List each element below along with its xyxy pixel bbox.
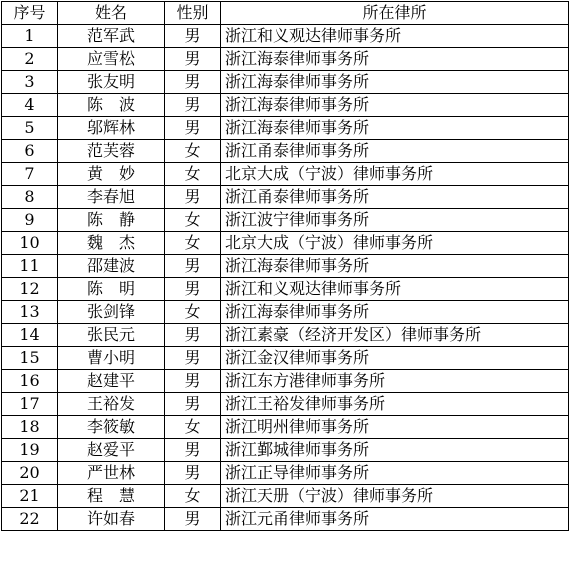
cell-no: 4 [2,94,58,117]
cell-firm: 浙江和义观达律师事务所 [221,25,569,48]
cell-no: 6 [2,140,58,163]
cell-name: 赵建平 [58,370,165,393]
cell-name: 张民元 [58,324,165,347]
table-body [2,25,569,531]
cell-sex: 女 [165,140,221,163]
cell-firm: 浙江海泰律师事务所 [221,301,569,324]
table-row [2,324,569,347]
cell-name: 范芙蓉 [58,140,165,163]
cell-name: 魏 杰 [58,232,165,255]
table-row [2,508,569,531]
cell-no: 22 [2,508,58,531]
table-row [2,301,569,324]
table-row [2,25,569,48]
cell-no: 13 [2,301,58,324]
table-header [2,2,569,25]
cell-firm: 浙江素豪（经济开发区）律师事务所 [221,324,569,347]
table-row [2,485,569,508]
cell-sex: 男 [165,370,221,393]
cell-sex: 男 [165,186,221,209]
cell-name: 黄 妙 [58,163,165,186]
cell-name: 范军武 [58,25,165,48]
cell-name: 李春旭 [58,186,165,209]
cell-firm: 浙江金汉律师事务所 [221,347,569,370]
table-row [2,71,569,94]
cell-sex: 女 [165,485,221,508]
cell-firm: 浙江王裕发律师事务所 [221,393,569,416]
table-row [2,48,569,71]
table-row [2,370,569,393]
cell-no: 20 [2,462,58,485]
cell-name: 陈 静 [58,209,165,232]
cell-firm: 浙江甬泰律师事务所 [221,140,569,163]
cell-sex: 女 [165,232,221,255]
header-row [2,2,569,25]
cell-firm: 浙江海泰律师事务所 [221,71,569,94]
table-row [2,186,569,209]
table-row [2,347,569,370]
cell-sex: 男 [165,393,221,416]
cell-sex: 女 [165,416,221,439]
table-row [2,140,569,163]
cell-sex: 男 [165,48,221,71]
cell-name: 应雪松 [58,48,165,71]
table-row [2,163,569,186]
cell-sex: 男 [165,324,221,347]
cell-firm: 浙江和义观达律师事务所 [221,278,569,301]
cell-firm: 北京大成（宁波）律师事务所 [221,232,569,255]
cell-no: 16 [2,370,58,393]
cell-name: 邵建波 [58,255,165,278]
table-row [2,117,569,140]
table-row [2,462,569,485]
cell-name: 李筱敏 [58,416,165,439]
cell-name: 严世林 [58,462,165,485]
cell-no: 7 [2,163,58,186]
table-row [2,439,569,462]
table-row [2,278,569,301]
cell-no: 1 [2,25,58,48]
cell-name: 张友明 [58,71,165,94]
cell-name: 程 慧 [58,485,165,508]
cell-firm: 浙江正导律师事务所 [221,462,569,485]
cell-sex: 男 [165,462,221,485]
cell-no: 10 [2,232,58,255]
cell-sex: 男 [165,347,221,370]
cell-sex: 男 [165,508,221,531]
cell-firm: 北京大成（宁波）律师事务所 [221,163,569,186]
table-row [2,94,569,117]
cell-sex: 男 [165,255,221,278]
cell-firm: 浙江天册（宁波）律师事务所 [221,485,569,508]
header-firm: 所在律所 [221,2,569,25]
cell-firm: 浙江元甬律师事务所 [221,508,569,531]
header-name: 姓名 [58,2,165,25]
cell-no: 15 [2,347,58,370]
cell-no: 2 [2,48,58,71]
cell-sex: 男 [165,117,221,140]
cell-sex: 男 [165,439,221,462]
table-row [2,232,569,255]
cell-no: 21 [2,485,58,508]
cell-firm: 浙江甬泰律师事务所 [221,186,569,209]
cell-name: 张剑锋 [58,301,165,324]
cell-firm: 浙江海泰律师事务所 [221,48,569,71]
header-no: 序号 [2,2,58,25]
cell-sex: 男 [165,25,221,48]
cell-name: 王裕发 [58,393,165,416]
cell-sex: 男 [165,94,221,117]
cell-no: 19 [2,439,58,462]
cell-no: 8 [2,186,58,209]
cell-no: 12 [2,278,58,301]
lawyer-roster-table [1,1,569,531]
cell-name: 曹小明 [58,347,165,370]
header-sex: 性别 [165,2,221,25]
cell-sex: 女 [165,163,221,186]
cell-firm: 浙江波宁律师事务所 [221,209,569,232]
cell-no: 17 [2,393,58,416]
cell-firm: 浙江明州律师事务所 [221,416,569,439]
cell-name: 邬辉林 [58,117,165,140]
cell-sex: 女 [165,209,221,232]
cell-firm: 浙江海泰律师事务所 [221,117,569,140]
table-row [2,255,569,278]
cell-sex: 男 [165,278,221,301]
cell-name: 赵爱平 [58,439,165,462]
cell-name: 陈 波 [58,94,165,117]
cell-no: 11 [2,255,58,278]
cell-name: 陈 明 [58,278,165,301]
table-row [2,416,569,439]
cell-name: 许如春 [58,508,165,531]
cell-firm: 浙江东方港律师事务所 [221,370,569,393]
cell-sex: 女 [165,301,221,324]
cell-no: 14 [2,324,58,347]
cell-no: 9 [2,209,58,232]
cell-no: 18 [2,416,58,439]
cell-sex: 男 [165,71,221,94]
lawyer-roster-document [1,1,568,577]
table-row [2,393,569,416]
cell-no: 3 [2,71,58,94]
cell-firm: 浙江鄞城律师事务所 [221,439,569,462]
cell-no: 5 [2,117,58,140]
cell-firm: 浙江海泰律师事务所 [221,94,569,117]
table-row [2,209,569,232]
cell-firm: 浙江海泰律师事务所 [221,255,569,278]
